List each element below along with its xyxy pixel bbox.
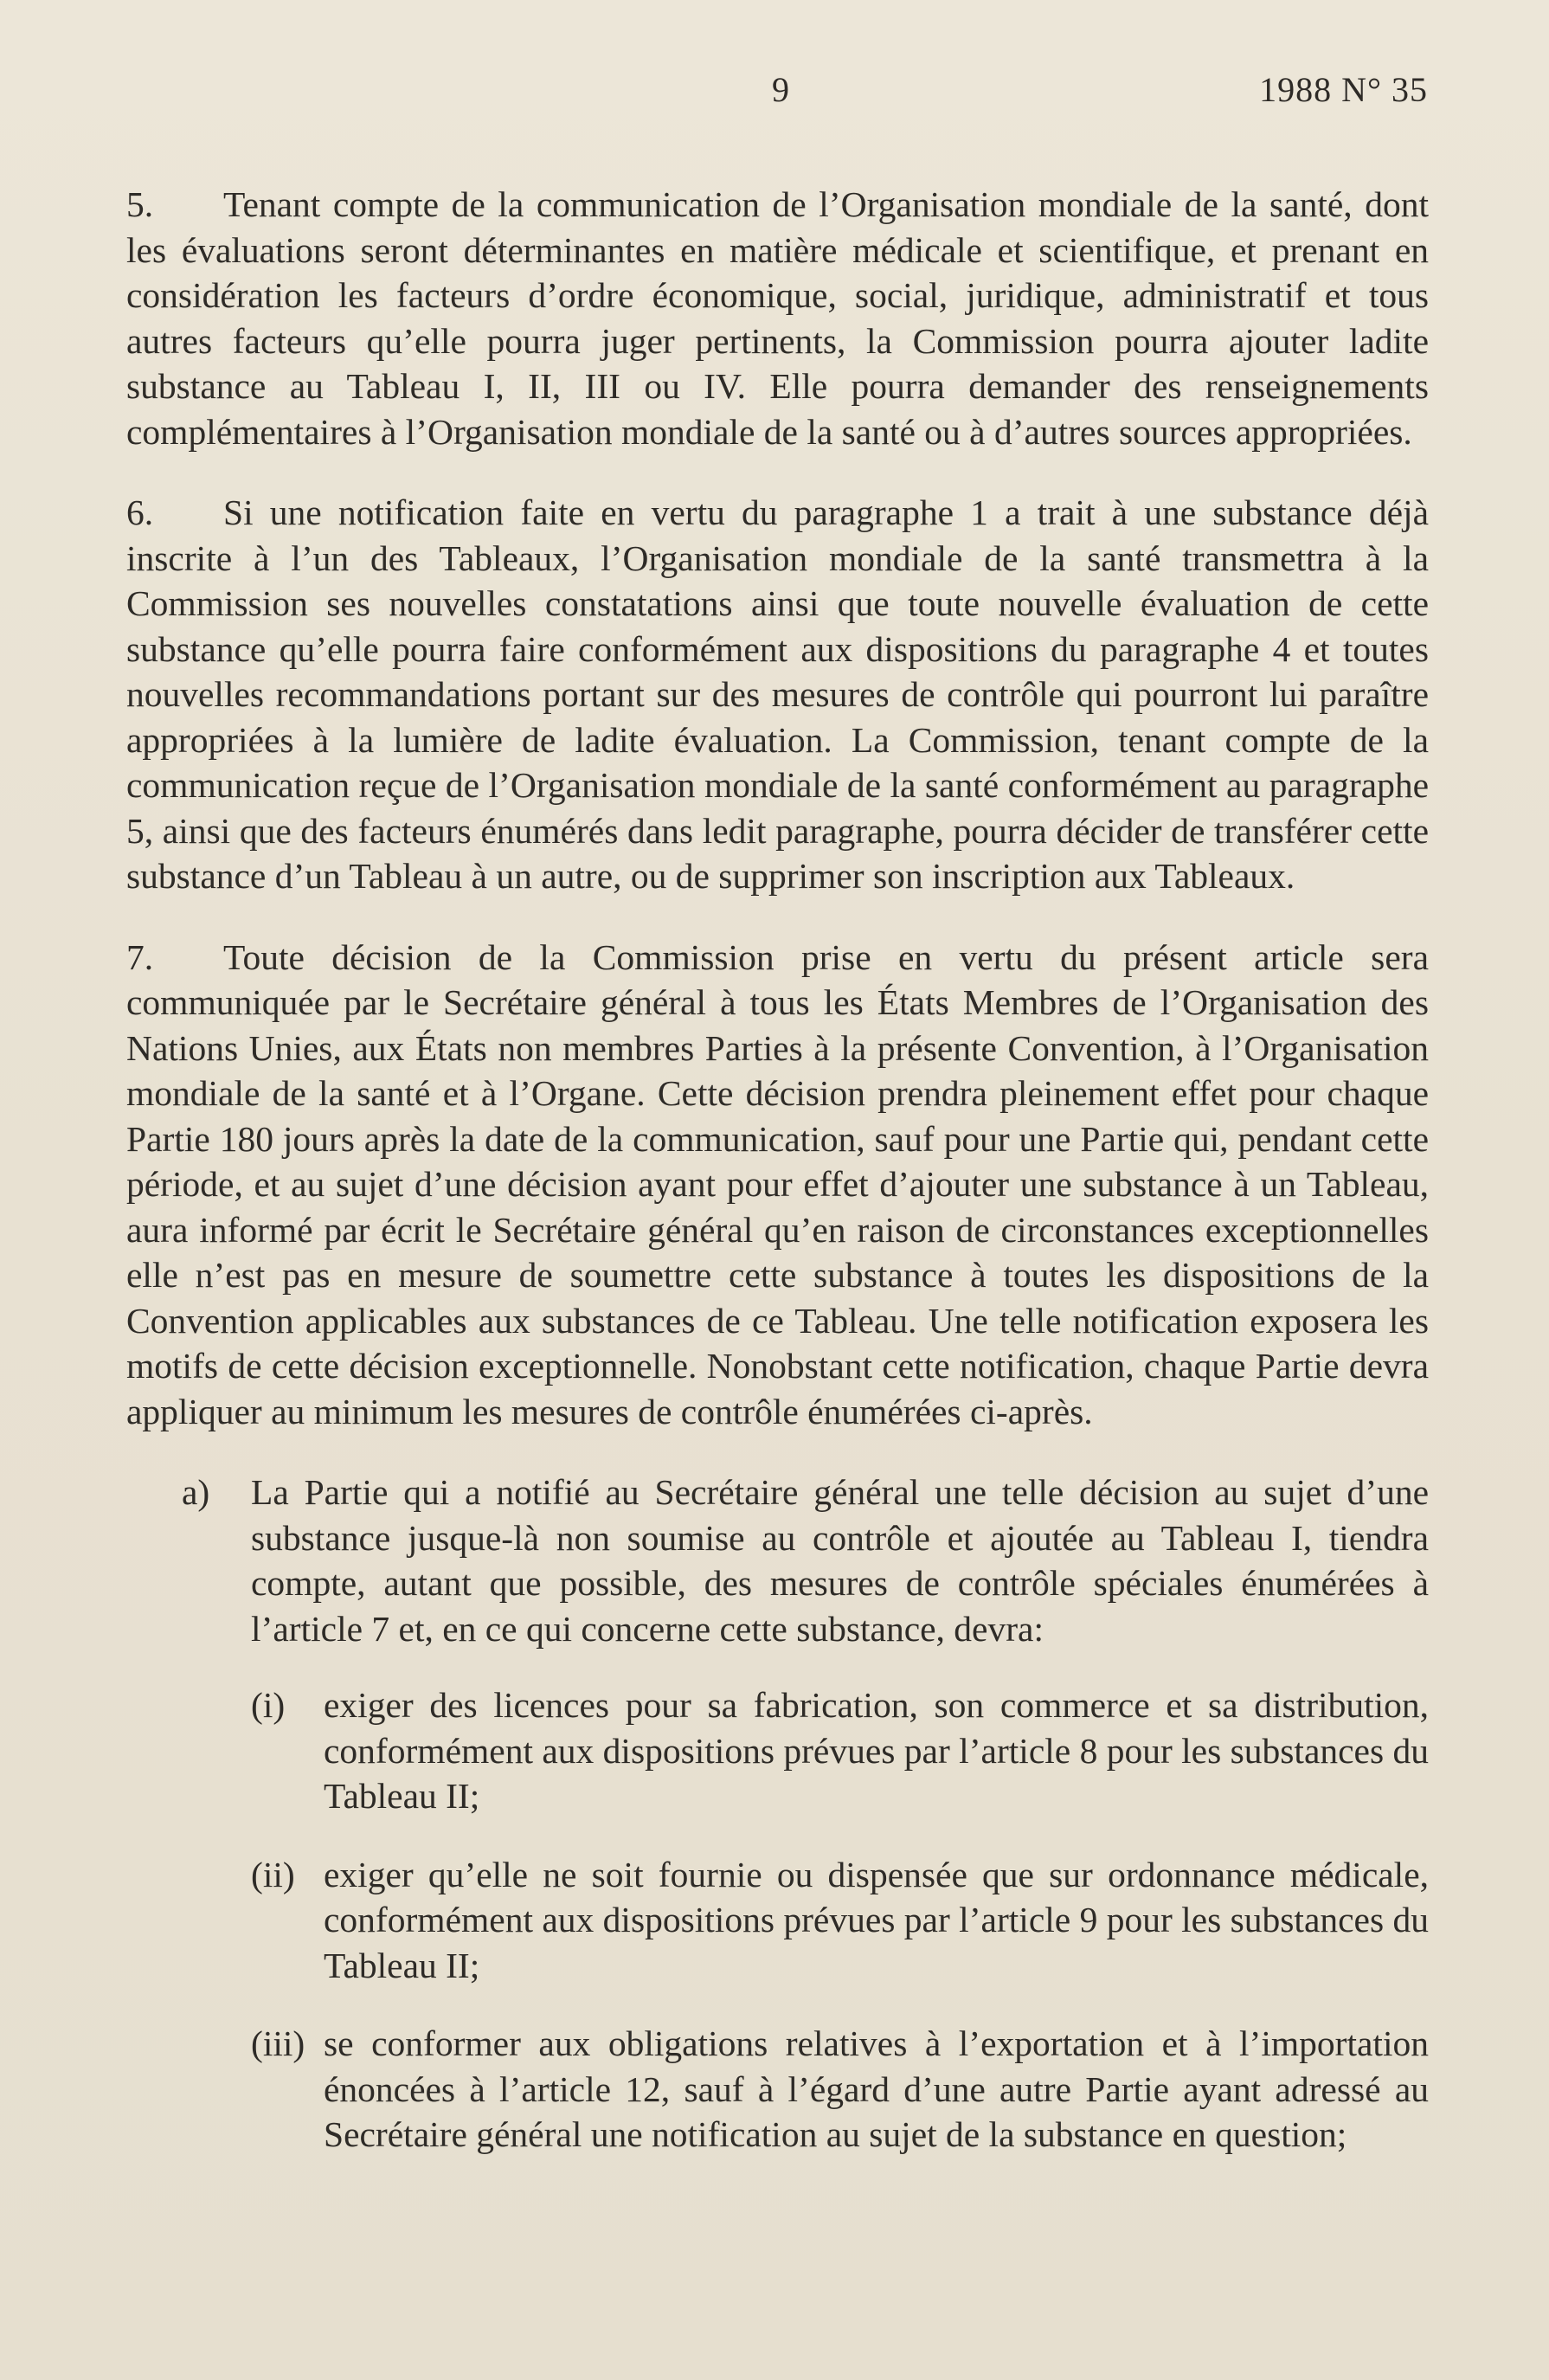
list-item-text: se conformer aux obligations relatives à l’exportation et à l’importation énoncées à l’article 12, sauf à l’égard d’une autre Partie ayant adressé au Secrétaire général une notification au sujet de la substance en question; xyxy=(324,2023,1429,2154)
paragraph-number: 6. xyxy=(126,492,154,532)
list-item-iii xyxy=(251,2021,1429,2158)
paragraph-number: 7. xyxy=(126,936,154,977)
paragraph-text: Toute décision de la Commission prise en vertu du présent article sera communiquée par le Secrétaire général à tous les États Membres de l’Organisation des Nations Unies, aux États non membres Parties à la présente Convention, à l’Organisation mondiale de la santé et à l’Organe. Cette décision prendra pleinement effet pour chaque Partie 180 jours après la date de la communication, sauf pour une Partie qui, pendant cette période, et au sujet d’une décision ayant pour effet d’ajouter une substance à un Tableau, aura informé par écrit le Secrétaire général qu’en raison de circonstances exceptionnelles elle n’est pas en mesure de soumettre cette substance à toutes les dispositions de la Convention applicables aux substances de ce Tableau. Une telle notification exposera les motifs de cette décision exceptionnelle. Nonobstant cette notification, chaque Partie devra appliquer au minimum les mesures de contrôle énumérées ci-après. xyxy=(126,936,1429,1431)
subparagraph-label: a) xyxy=(182,1472,210,1512)
subparagraph-a xyxy=(182,1470,1429,1651)
subparagraph-text: La Partie qui a notifié au Secrétaire général une telle décision au sujet d’une substance jusque-là non soumise au contrôle et ajoutée au Tableau I, tiendra compte, autant que possible, des mesures de contrôle spéciales énumérées à l’article 7 et, en ce qui concerne cette substance, devra: xyxy=(251,1472,1429,1649)
paragraph-text: Tenant compte de la communication de l’Organisation mondiale de la santé, dont les évaluations seront déterminantes en matière médicale et scientifique, et prenant en considération les facteurs d’ordre économique, social, juridique, administratif et tous autres facteurs qu’elle pourra juger pertinents, la Commission pourra ajouter ladite substance au Tableau I, II, III ou IV. Elle pourra demander des renseignements complémentaires à l’Organisation mondiale de la santé ou à d’autres sources appropriées. xyxy=(126,184,1429,452)
paragraph-number: 5. xyxy=(126,184,154,224)
document-reference: 1988 N° 35 xyxy=(1259,70,1428,109)
list-item-text: exiger qu’elle ne soit fournie ou dispensée que sur ordonnance médicale, conformément aux dispositions prévues par l’article 9 pour les substances du Tableau II; xyxy=(324,1854,1429,1985)
list-item-ii xyxy=(251,1852,1429,1989)
list-item-label: (iii) xyxy=(251,2023,305,2063)
list-item-label: (ii) xyxy=(251,1854,295,1894)
list-item-text: exiger des licences pour sa fabrication, son commerce et sa distribution, conformément aux dispositions prévues par l’article 8 pour les substances du Tableau II; xyxy=(324,1685,1429,1816)
list-item-label: (i) xyxy=(251,1685,286,1725)
paragraph-5 xyxy=(126,182,1429,454)
page-header xyxy=(0,69,1549,121)
page-number: 9 xyxy=(772,70,789,109)
paragraph-text: Si une notification faite en vertu du paragraphe 1 a trait à une substance déjà inscrite à l’un des Tableaux, l’Organisation mondiale de la santé transmettra à la Commission ses nouvelles constatations ainsi que toute nouvelle évaluation de cette substance qu’elle pourra faire conformément aux dispositions du paragraphe 4 et toutes nouvelles recommandations portant sur des mesures de contrôle qui pourront lui paraître appropriées à la lumière de ladite évaluation. La Commission, tenant compte de la communication reçue de l’Organisation mondiale de la santé conformément au paragraphe 5, ainsi que des facteurs énumérés dans ledit paragraphe, pourra décider de transférer cette substance d’un Tableau à un autre, ou de supprimer son inscription aux Tableaux. xyxy=(126,492,1429,896)
paragraph-6 xyxy=(126,490,1429,899)
document-body xyxy=(126,182,1429,2190)
list-item-i xyxy=(251,1682,1429,1819)
paragraph-7 xyxy=(126,935,1429,1435)
